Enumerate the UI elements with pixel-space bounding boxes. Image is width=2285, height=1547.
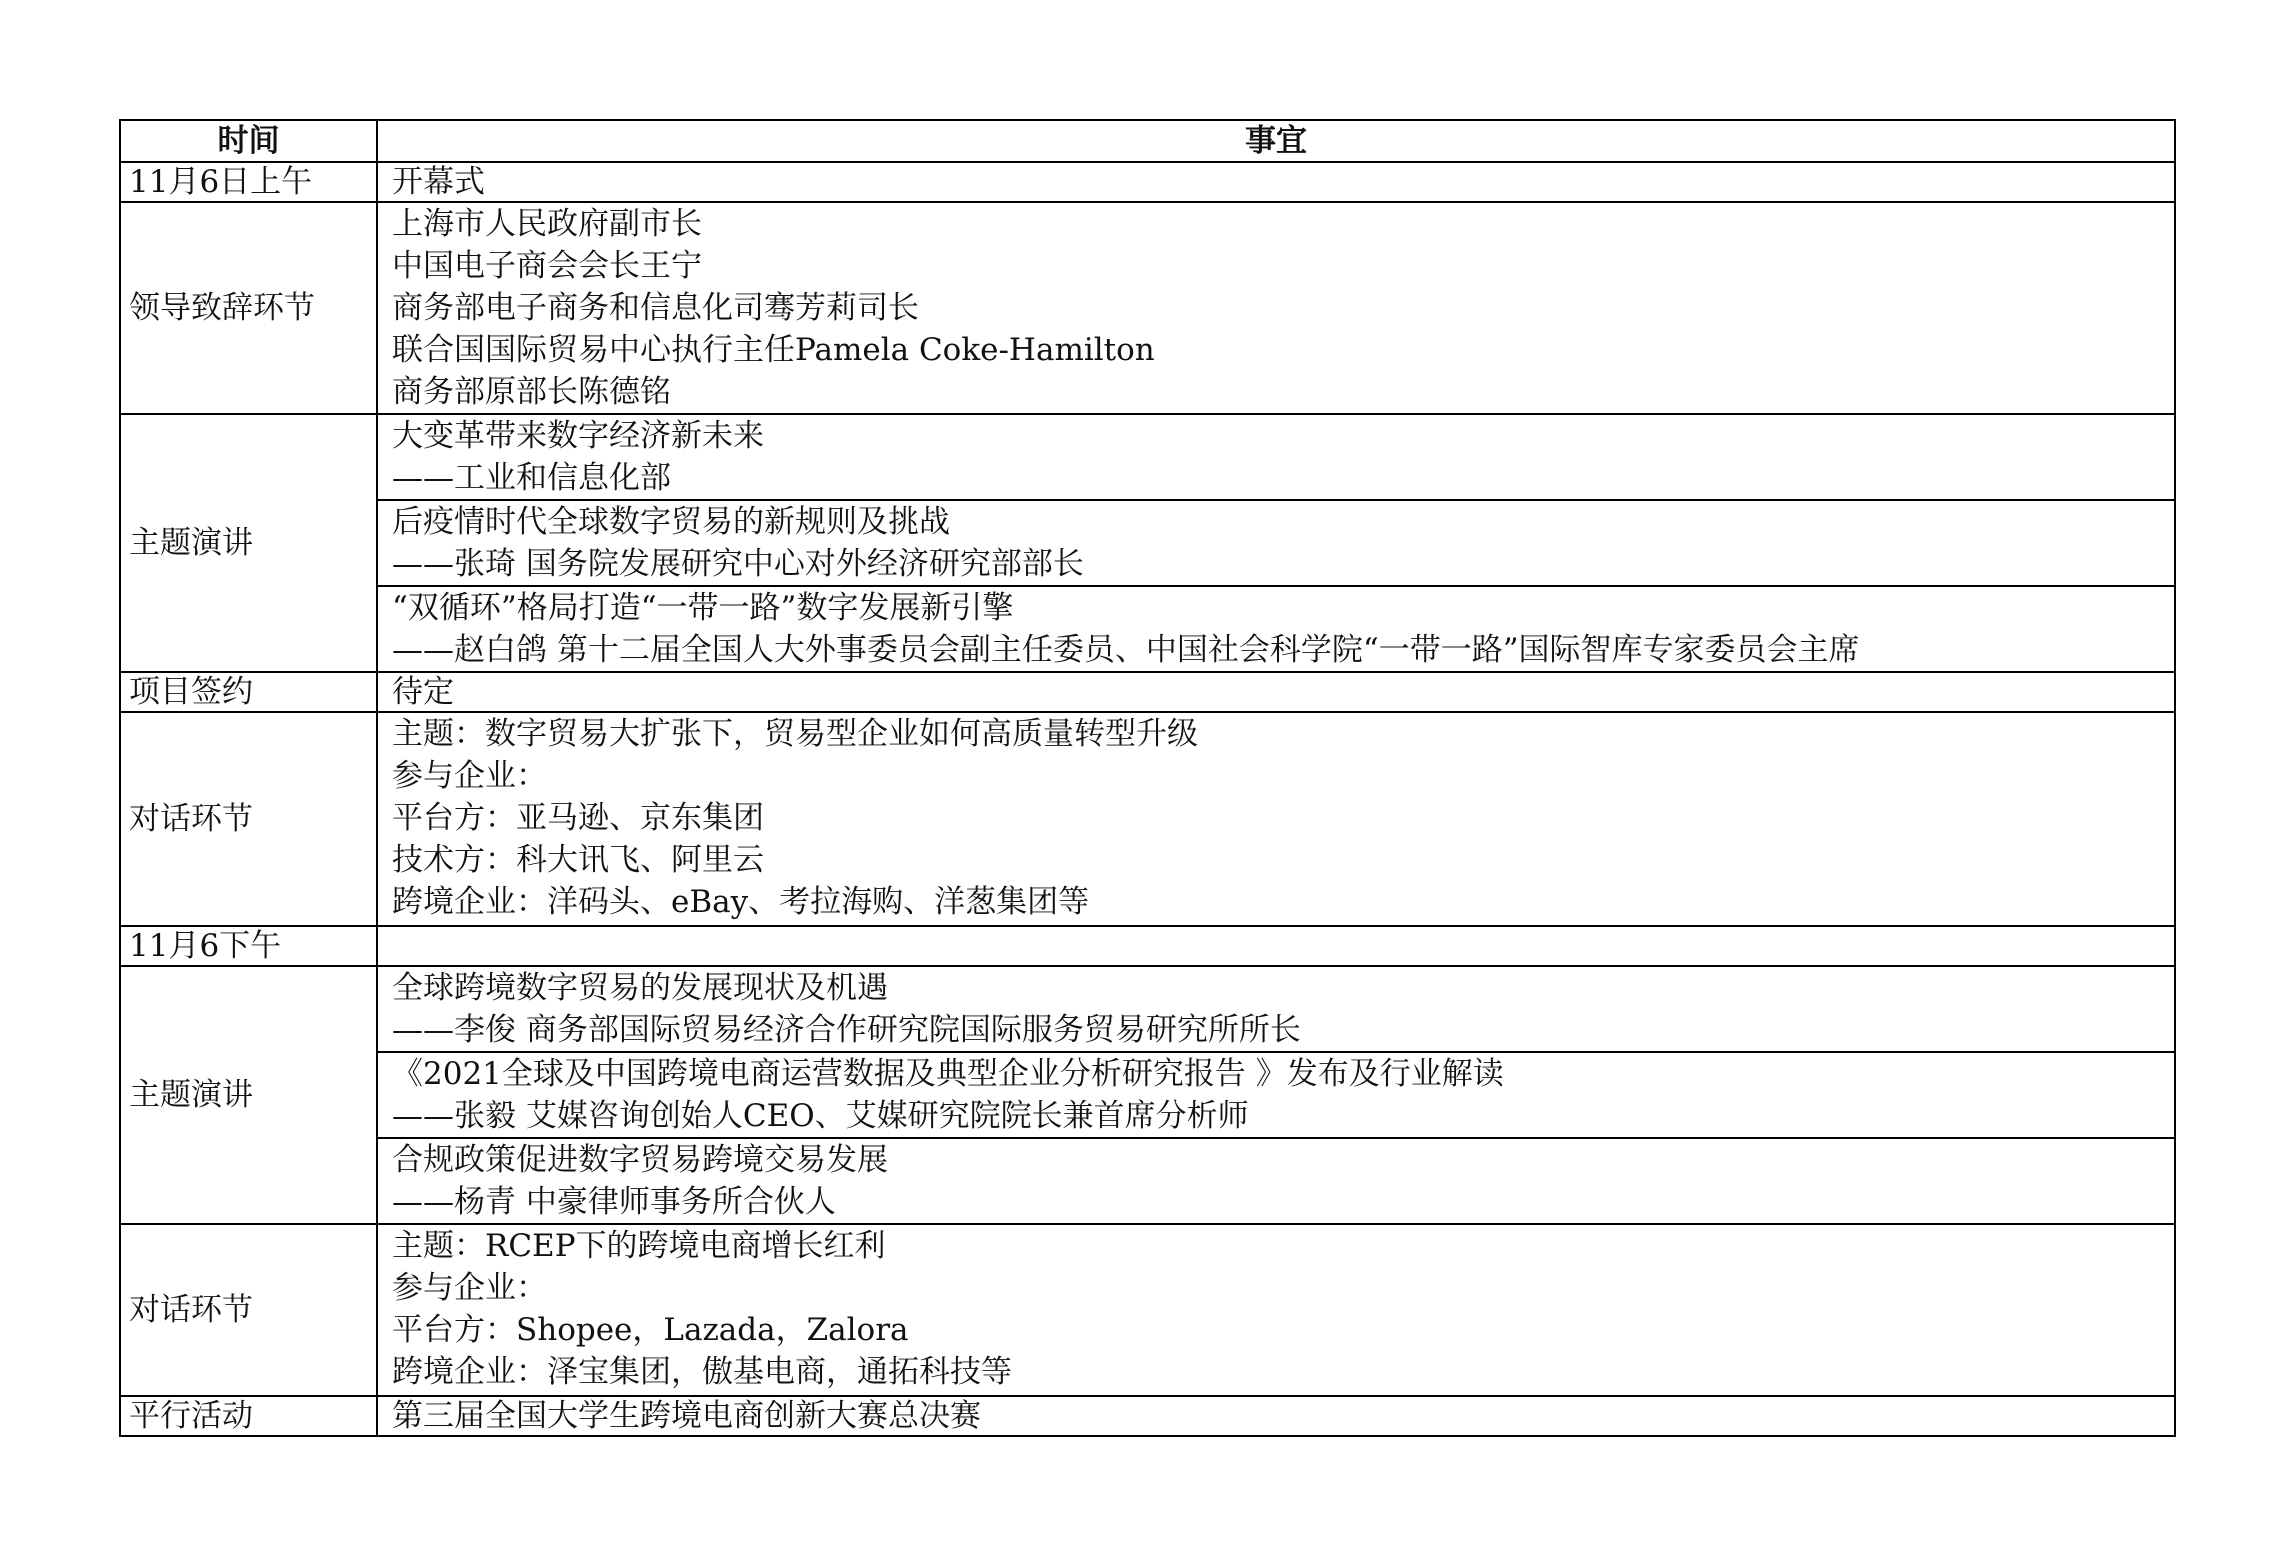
matter-line: 平台方：Shopee，Lazada，Zalora	[392, 1312, 909, 1348]
matter-line: 全球跨境数字贸易的发展现状及机遇	[392, 970, 888, 1006]
matter-block	[378, 1051, 2174, 1137]
matters-cell	[377, 1224, 2175, 1396]
table-row	[120, 672, 2175, 712]
matter-line: 《2021全球及中国跨境电商运营数据及典型企业分析研究报告 》发布及行业解读	[392, 1056, 1504, 1092]
matter-line: 中国电子商会会长王宁	[392, 248, 702, 284]
matters-cell	[377, 202, 2175, 414]
matter-line: 参与企业：	[392, 758, 547, 794]
matter-line: “双循环”格局打造“一带一路”数字发展新引擎	[392, 590, 1014, 626]
matter-line: ——张毅 艾媒咨询创始人CEO、艾媒研究院院长兼首席分析师	[392, 1098, 1249, 1134]
matters-cell	[377, 926, 2175, 966]
table-row	[120, 712, 2175, 926]
matters-cell	[377, 712, 2175, 926]
matter-line: 商务部原部长陈德铭	[392, 374, 671, 410]
matter-line: 合规政策促进数字贸易跨境交易发展	[392, 1142, 888, 1178]
time-cell: 11月6日上午	[120, 162, 377, 202]
matter-line: 待定	[392, 674, 454, 710]
matter-line: 平台方：亚马逊、京东集团	[392, 800, 764, 836]
matters-cell	[377, 162, 2175, 202]
matter-block	[378, 585, 2174, 671]
table-row	[120, 1396, 2175, 1436]
matter-line: ——张琦 国务院发展研究中心对外经济研究部部长	[392, 546, 1084, 582]
table-row	[120, 414, 2175, 672]
matter-block	[378, 203, 2174, 413]
header-matters: 事宜	[377, 120, 2175, 162]
time-cell: 对话环节	[120, 712, 377, 926]
matters-cell	[377, 966, 2175, 1224]
matters-cell	[377, 414, 2175, 672]
matters-cell	[377, 672, 2175, 712]
matter-line: ——杨青 中豪律师事务所合伙人	[392, 1184, 836, 1220]
matter-line: 上海市人民政府副市长	[392, 206, 702, 242]
table-row	[120, 162, 2175, 202]
matter-line: 主题：RCEP下的跨境电商增长红利	[392, 1228, 886, 1264]
matter-line	[378, 927, 2174, 965]
time-cell: 平行活动	[120, 1396, 377, 1436]
matter-block	[378, 1225, 2174, 1393]
matter-line: 参与企业：	[392, 1270, 547, 1306]
table-row	[120, 1224, 2175, 1396]
matter-block	[378, 967, 2174, 1051]
matter-line: 主题：数字贸易大扩张下，贸易型企业如何高质量转型升级	[392, 716, 1198, 752]
matter-line: 跨境企业：泽宝集团，傲基电商，通拓科技等	[392, 1354, 1012, 1390]
header-row	[120, 120, 2175, 162]
matter-block	[378, 499, 2174, 585]
matter-line: 第三届全国大学生跨境电商创新大赛总决赛	[392, 1398, 981, 1434]
matter-line: ——工业和信息化部	[392, 460, 671, 496]
matters-cell	[377, 1396, 2175, 1436]
time-cell: 对话环节	[120, 1224, 377, 1396]
table-row	[120, 202, 2175, 414]
matter-line: ——李俊 商务部国际贸易经济合作研究院国际服务贸易研究所所长	[392, 1012, 1301, 1048]
matter-block	[378, 415, 2174, 499]
table-row	[120, 966, 2175, 1224]
time-cell: 主题演讲	[120, 414, 377, 672]
matter-block	[378, 1137, 2174, 1223]
time-cell: 11月6下午	[120, 926, 377, 966]
matter-line: 大变革带来数字经济新未来	[392, 418, 764, 454]
time-cell: 主题演讲	[120, 966, 377, 1224]
matter-line: ——赵白鸽 第十二届全国人大外事委员会副主任委员、中国社会科学院“一带一路”国际智库专家委员会主席	[392, 632, 1860, 668]
table-row	[120, 926, 2175, 966]
matter-line: 后疫情时代全球数字贸易的新规则及挑战	[392, 504, 950, 540]
agenda-table	[119, 119, 2176, 1437]
matter-line: 跨境企业：洋码头、eBay、考拉海购、洋葱集团等	[392, 884, 1090, 920]
matter-line: 联合国国际贸易中心执行主任Pamela Coke-Hamilton	[392, 332, 1155, 368]
time-cell: 项目签约	[120, 672, 377, 712]
matter-line: 开幕式	[392, 164, 485, 200]
matter-block	[378, 713, 2174, 923]
time-cell: 领导致辞环节	[120, 202, 377, 414]
matter-line: 技术方：科大讯飞、阿里云	[392, 842, 764, 878]
matter-line: 商务部电子商务和信息化司骞芳莉司长	[392, 290, 919, 326]
header-time: 时间	[120, 120, 377, 162]
